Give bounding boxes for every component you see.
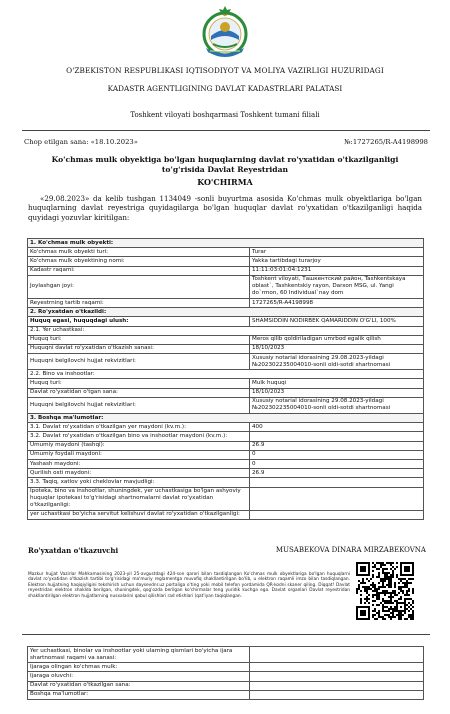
- table-row: 3.3. Taqiq, xatlov yoki cheklovlar mavjudligi:: [28, 478, 424, 487]
- table-row: Ijaraga oluvchi:: [28, 672, 424, 681]
- registrar-name: MUSABEKOVA DINARA MIRZABEKOVNA: [275, 546, 426, 554]
- table-row: 3.2. Davlat ro'yxatidan o'tkazilgan bino va inshootlar maydoni (kv.m.):: [28, 432, 424, 441]
- state-emblem-icon: [196, 4, 254, 60]
- table-row: 3.1. Davlat ro'yxatidan o'tkazilgan yer maydoni (kv.m.): 400: [28, 423, 424, 432]
- document-subtitle: KO'CHIRMA: [197, 177, 253, 187]
- bottom-divider: [22, 634, 430, 635]
- owner-row: Huquq egasi, huquqdagi ulush: SHAMSIDDIN NODIRBEK QAMARIDDIN O'G'LI, 100%: [28, 317, 424, 326]
- table-row: Umumiy foydali maydoni: 0: [28, 450, 424, 459]
- table-row: Davlat ro'yxatidan o'tkazilgan sana:: [28, 681, 424, 690]
- lease-table: [27, 646, 424, 700]
- section-1-header: 1. Ko'chmas mulk obyekti:: [28, 239, 424, 248]
- table-row: Ijaraga olingan ko'chmas mulk:: [28, 663, 424, 672]
- table-row: Huquqni davlat ro'yxatidan o'tkazish sanasi: 18/10/2023: [28, 344, 424, 353]
- table-row: Huquq turi: Mulk huquqi: [28, 379, 424, 388]
- table-row: Boshqa ma'lumotlar:: [28, 690, 424, 699]
- table-row: Davlat ro'yxatidan o'tgan sana: 18/10/2023: [28, 388, 424, 397]
- print-date: Chop etilgan sana: «18.10.2023»: [24, 138, 138, 146]
- document-title: Ko'chmas mulk obyektiga bo'lgan huquqlarning davlat ro'yxatidan o'tkazilganligi to'g'risida Davlat Reyestridan: [51, 155, 399, 174]
- building-subheader: 2.2. Bino va inshootlar:: [28, 370, 424, 379]
- qr-code-icon: [356, 562, 414, 620]
- table-row: Huquqni belgilovchi hujjat rekvizitlari: Xususiy notarial idorasining 29.08.2023-yildagi №202302235004010-sonli oldi-sotdi shartnomasi: [28, 354, 424, 370]
- section-3-header: 3. Boshqa ma'lumotlar:: [28, 414, 424, 423]
- table-row: Umumiy maydoni (tashqi): 26.9: [28, 441, 424, 450]
- table-row: Kadastr raqami: 11:11:03:01:04:1231: [28, 266, 424, 275]
- branch-header: Toshkent viloyati boshqarmasi Toshkent tumani filiali: [130, 111, 320, 119]
- intro-paragraph: «29.08.2023» da kelib tushgan 1134049 -sonli buyurtma asosida Ko'chmas mulk obyektlariga bo'lgan huquqlarning davlat reyestriga quyidagilarga bo'lgan huquqlar davlat ro'yxatidan o'tkazilganligi haqida quyidagi yozuvlar kiritilgan:: [28, 194, 422, 222]
- section-2-header: 2. Ro'yxatdan o'tkazildi:: [28, 308, 424, 317]
- table-row: Ko'chmas mulk obyekti turi: Turar: [28, 248, 424, 257]
- registrar-role: Ro'yxatdan o'tkazuvchi: [28, 546, 119, 555]
- table-row: Qurilish osti maydoni: 26.9: [28, 469, 424, 478]
- table-row: Huquq turi: Meros qilib qoldiriladigan umrbod egalik qilish: [28, 335, 424, 344]
- agency-header: KADASTR AGENTLIGINING DAVLAT KADASTRLARI PALATASI: [107, 84, 343, 93]
- table-row: yer uchastkasi bo'yicha servitut kelishuvi davlat ro'yxatidan o'tkazilganligi:: [28, 510, 424, 519]
- footnote-text: Mazkur hujjat Vazirlar Mahkamasining 2023-yil 25-avgustdagi 424-son qarori bilan tasdiqlangan Ko'chmas mulk obyektlariga bo'lgan huquqlarni davlat ro'yxatidan o'tkazish tartibi to'g'risidagi ma'muriy reglamentga muvofiq shakllantirilgan bo'lib, u elektron raqamli imzo bilan tasdiqlangan. Elektron hujjatning haqiqiyligini tekshirish uchun daysevdnr.uz portaliga o'ting yoki mobil telefon yordamida QR-kodni skaner qiling. Diqqat! Davlat reyestridan elektron shaklda berilgan, shuningdek, qog'ozda berilgan ko'chirmalar teng yuridik kuchga ega. Davlat organlari Davlat reyestridan shakllantirilgan elektron hujjatlarning nusxalarini qabul qilishlari rad etishlari (qat'iyan taqiqlangan.: [28, 572, 350, 599]
- header-divider: [22, 130, 430, 131]
- table-row: Ipoteka, bino va inshootlar, shuningdek, yer uchastkasiga bo'lgan ashyoviy huquqlar ipotekasi to'g'risidagi shartnomalarni davlat ro'yxatidan o'tkazilganligi:: [28, 487, 424, 510]
- table-row: Yer uchastkasi, binolar va inshootlar yoki ularning qismlari bo'yicha ijara shartnomasi raqami va sanasi:: [28, 647, 424, 663]
- land-subheader: 2.1. Yer uchastkasi:: [28, 326, 424, 335]
- table-row: Joylashgan joyi: Toshkent viloyati, Ташкентский район, Tashkentskaya oblast`, Tashkentskiy rayon, Darxon MSG, ul. Yangi do`rmon, 60 Individual`nay dom: [28, 275, 424, 298]
- ministry-header: O'ZBEKISTON RESPUBLIKASI IQTISODIYOT VA MOLIYA VAZIRLIGI HUZURIDAGI: [66, 66, 384, 75]
- table-row: Huquqni belgilovchi hujjat rekvizitlari: Xususiy notarial idorasining 29.08.2023-yildagi №202302235004010-sonli oldi-sotdi shartnomasi: [28, 397, 424, 413]
- registry-table: [27, 238, 424, 520]
- table-row: Yashash maydoni: 0: [28, 459, 424, 468]
- table-row: Ko'chmas mulk obyektining nomi: Yakka tartibdagi turarjoy: [28, 257, 424, 266]
- document-number: №:1727265/R-A4198998: [344, 138, 428, 146]
- table-row: Reyestrning tartib raqami: 1727265/R-A4198998: [28, 298, 424, 307]
